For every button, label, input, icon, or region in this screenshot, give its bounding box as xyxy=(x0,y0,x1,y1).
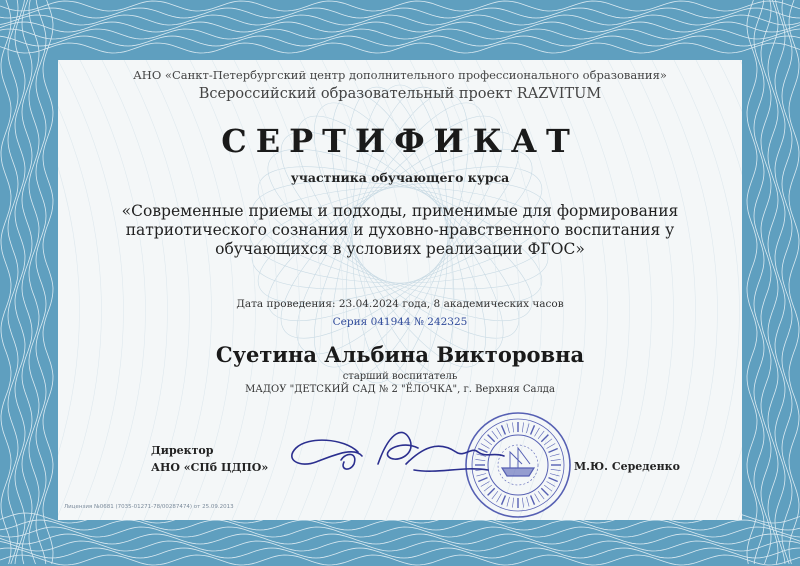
stamp-text-mark xyxy=(481,482,490,487)
project-line: Всероссийский образовательный проект RAZVITUM xyxy=(198,86,602,102)
stamp-text-mark xyxy=(497,494,502,503)
stamp-text-mark xyxy=(549,449,558,453)
stamp-text-mark xyxy=(550,454,560,457)
stamp-text-mark xyxy=(550,474,560,477)
stamp-seal xyxy=(466,413,570,517)
stamp-text-mark xyxy=(541,435,548,442)
stamp-text-mark xyxy=(512,498,513,508)
recipient-position: старший воспитатель xyxy=(342,371,458,382)
date-line: Дата проведения: 23.04.2024 года, 8 академических часов xyxy=(236,298,564,310)
stamp-text-mark xyxy=(475,459,485,460)
stamp-text-mark xyxy=(538,431,544,439)
stamp-text-mark xyxy=(507,497,510,507)
stamp-text-mark xyxy=(544,439,552,445)
stamp-text-mark xyxy=(484,439,492,445)
stamp-text-mark xyxy=(549,478,558,482)
certificate-title: СЕРТИФИКАТ xyxy=(221,122,579,160)
stamp-text-mark xyxy=(492,491,498,499)
director-organization: АНО «СПб ЦДПО» xyxy=(151,461,269,474)
course-title: «Современные приемы и подходы, применимые для формирования патриотического сознания и духовно-нравственного воспитания у обучающихся в условиях реализации ФГОС» xyxy=(121,202,679,258)
signature-and-stamp xyxy=(58,60,742,520)
stamp-text-mark xyxy=(488,435,495,442)
stamp-text-mark xyxy=(478,478,487,482)
stamp-text-mark xyxy=(481,444,490,449)
organization-line: АНО «Санкт-Петербургский центр дополнительного профессионального образования» xyxy=(133,68,667,82)
stamp-text-mark xyxy=(551,459,561,460)
stamp-text-mark xyxy=(527,497,530,507)
recipient-name: Суетина Альбина Викторовна xyxy=(215,342,585,367)
stamp-text-mark xyxy=(492,431,498,439)
stamp-text-mark xyxy=(547,444,556,449)
stamp-text-mark xyxy=(541,488,548,495)
stamp-text-mark xyxy=(507,424,510,434)
director-title: Директор xyxy=(151,444,214,457)
stamp-text-mark xyxy=(502,496,506,505)
stamp-text-mark xyxy=(547,482,556,487)
stamp-text-mark xyxy=(538,491,544,499)
stamp-text-mark xyxy=(512,422,513,432)
stamp-text-mark xyxy=(535,428,540,437)
stamp-text-mark xyxy=(477,474,487,477)
stamp-text-mark xyxy=(522,498,523,508)
license-line: Лицензия №0681 (7035-01271-78/00287474) от 25.09.2013 xyxy=(64,504,234,510)
stamp-text-mark xyxy=(484,485,492,491)
stamp-text-mark xyxy=(531,425,535,434)
stamp-text-mark xyxy=(497,428,502,437)
stamp-text-mark xyxy=(488,488,495,495)
stamp-text-mark xyxy=(551,469,561,470)
certificate-body xyxy=(58,60,742,520)
stamp-text-mark xyxy=(522,422,523,432)
stamp-text-mark xyxy=(478,449,487,453)
stamp-text-mark xyxy=(502,425,506,434)
stamp-text-mark xyxy=(531,496,535,505)
stamp-text-mark xyxy=(544,485,552,491)
certificate-subtitle: участника обучающего курса xyxy=(290,170,510,185)
stamp-text-mark xyxy=(535,494,540,503)
stamp-text-mark xyxy=(527,424,530,434)
series-number: Серия 041944 № 242325 xyxy=(332,316,468,328)
recipient-organization: МАДОУ "ДЕТСКИЙ САД № 2 "ЁЛОЧКА", г. Верхняя Салда xyxy=(245,384,555,395)
director-name: М.Ю. Середенко xyxy=(574,460,680,473)
